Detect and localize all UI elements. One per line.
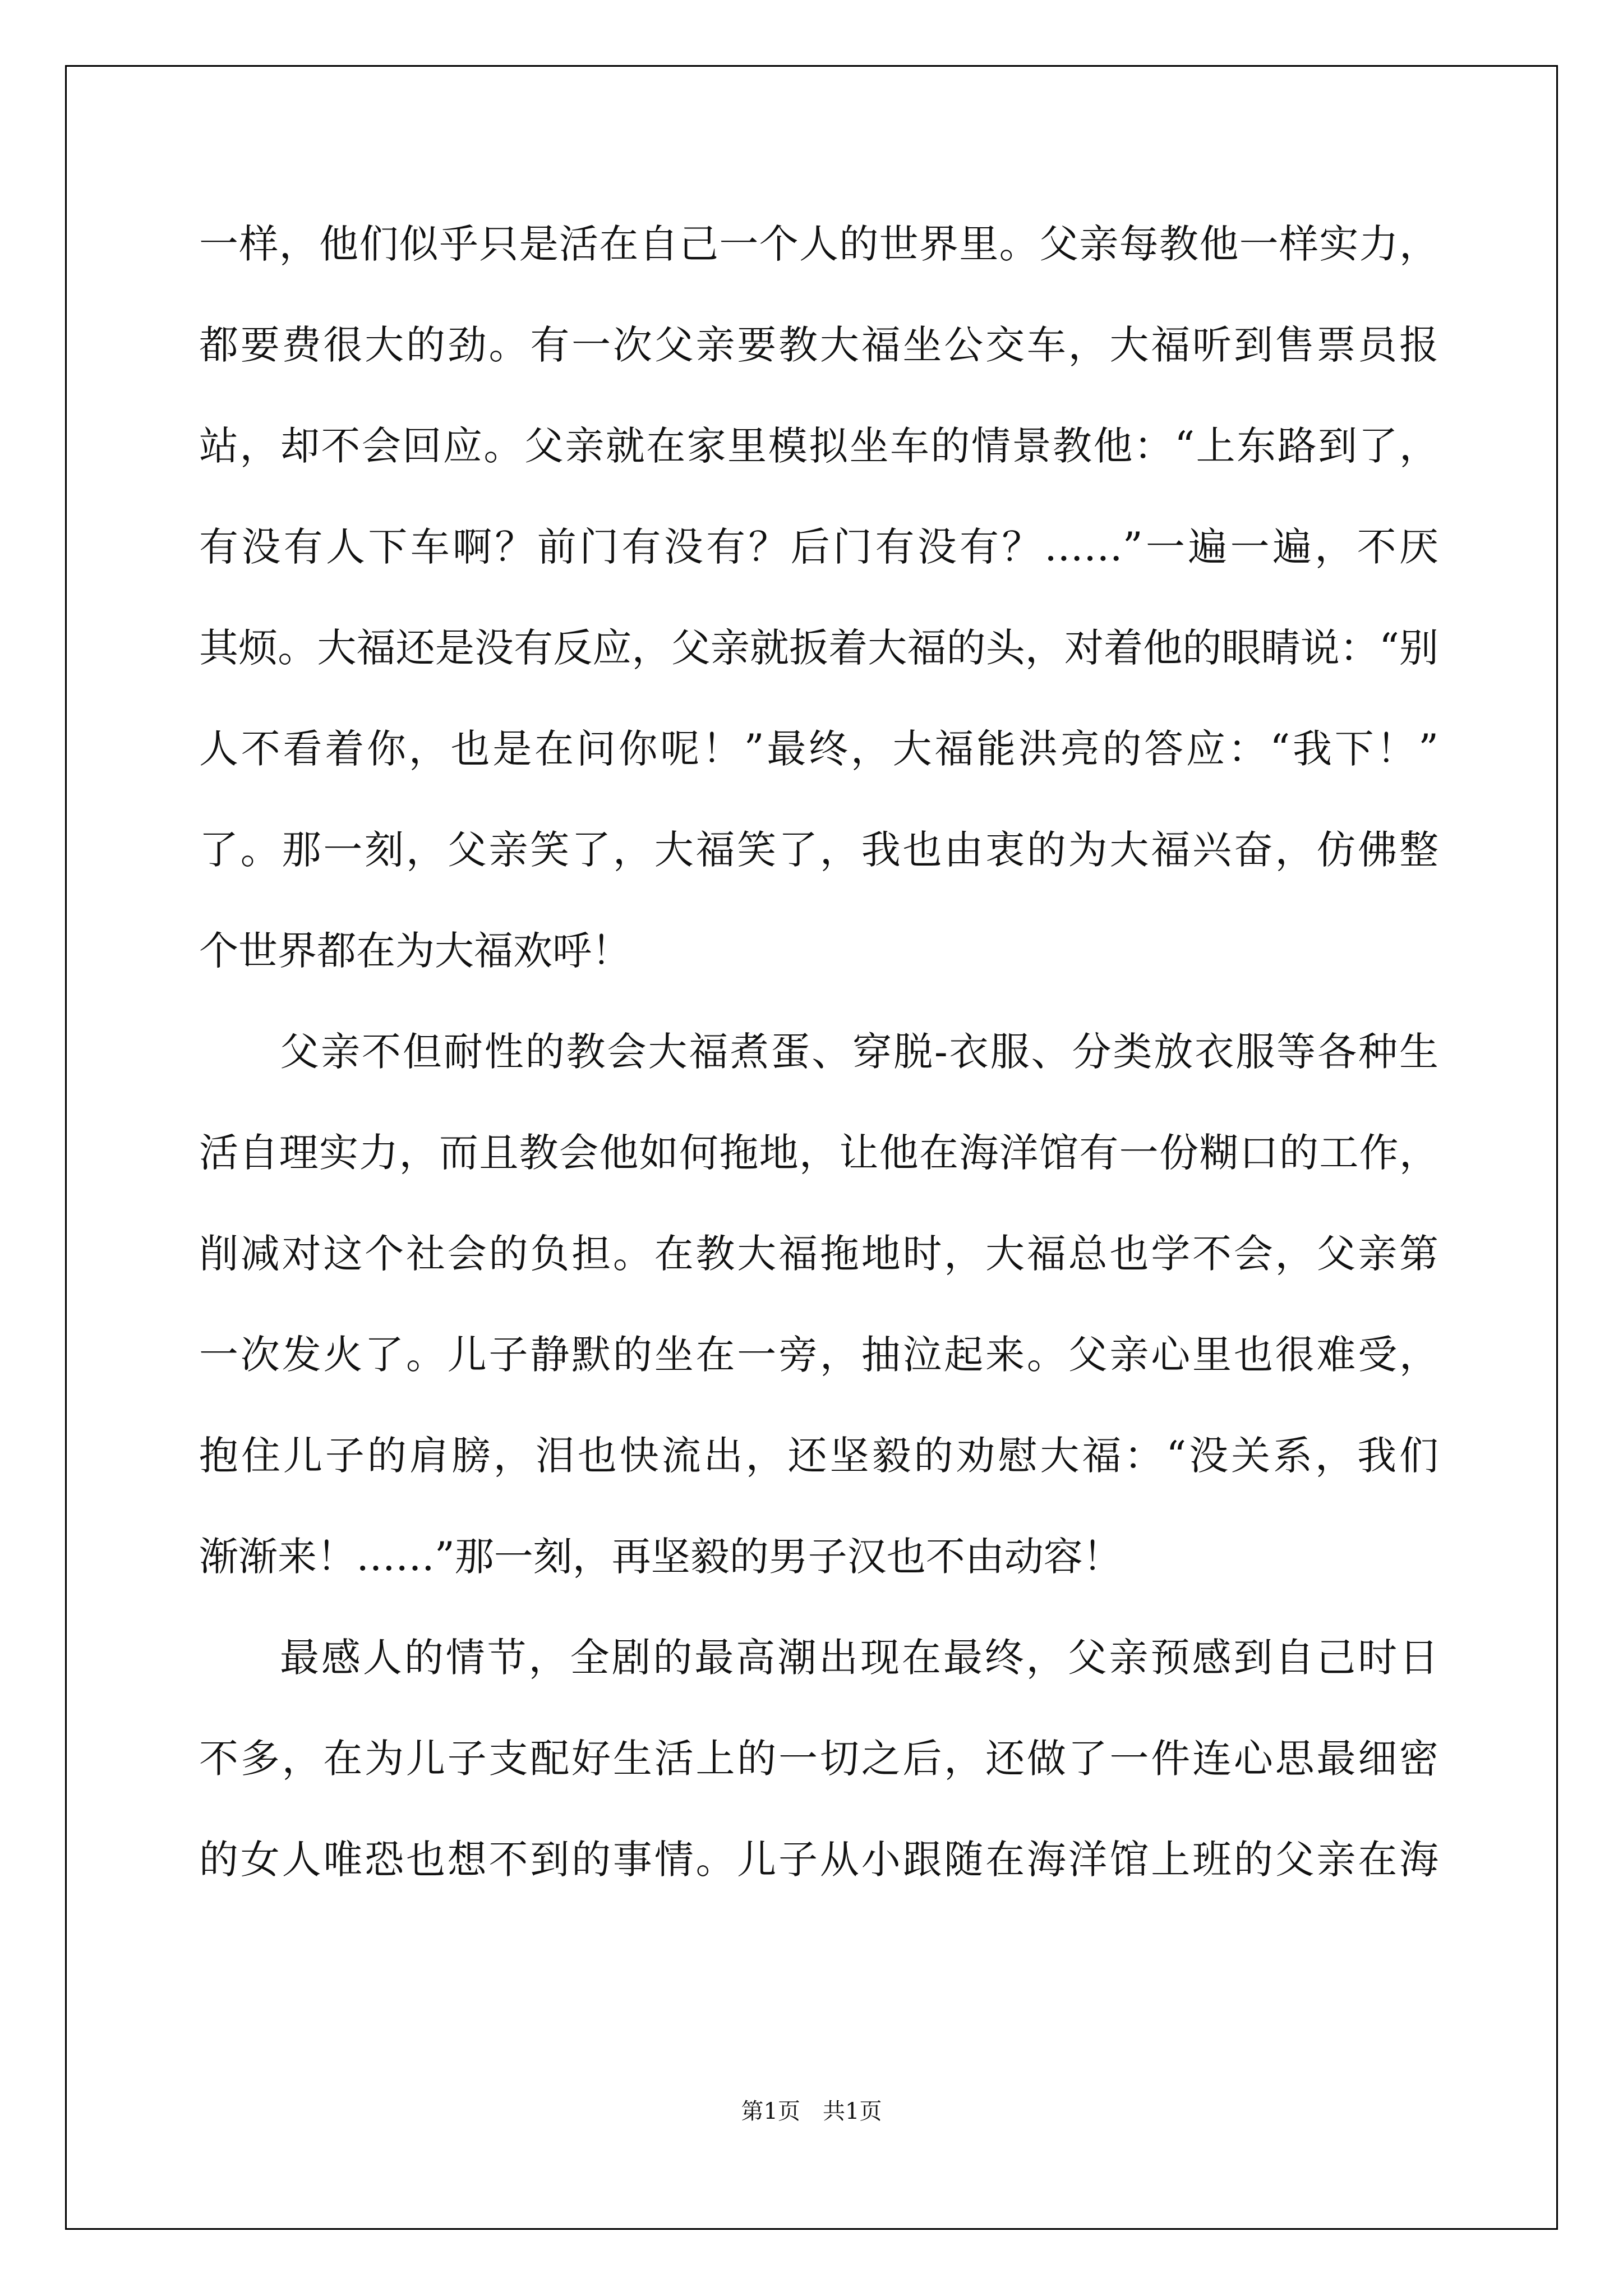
- text-line: 不多，在为儿子支配好生活上的一切之后，还做了一件连心思最细密: [199, 1736, 1438, 1782]
- text-line: 有没有人下车啊？前门有没有？后门有没有？……”一遍一遍，不厌: [199, 524, 1438, 570]
- text-line: 一次发火了。儿子静默的坐在一旁，抽泣起来。父亲心里也很难受，: [199, 1332, 1438, 1378]
- text-line: 人不看着你，也是在问你呢！”最终，大福能洪亮的答应：“我下！”: [199, 726, 1438, 772]
- text-line: 抱住儿子的肩膀，泪也快流出，还坚毅的劝慰大福：“没关系，我们: [199, 1433, 1438, 1479]
- text-line: 活自理实力，而且教会他如何拖地，让他在海洋馆有一份糊口的工作，: [199, 1130, 1438, 1176]
- text-line: 的女人唯恐也想不到的事情。儿子从小跟随在海洋馆上班的父亲在海: [199, 1837, 1438, 1883]
- text-line: 了。那一刻，父亲笑了，大福笑了，我也由衷的为大福兴奋，仿佛整: [199, 827, 1438, 873]
- paragraph-first-line: 父亲不但耐性的教会大福煮蛋、穿脱-衣服、分类放衣服等各种生: [280, 1029, 1438, 1075]
- text-line: 个世界都在为大福欢呼！: [199, 928, 631, 974]
- document-body: [199, 194, 1438, 1910]
- paragraph-first-line: 最感人的情节，全剧的最高潮出现在最终，父亲预感到自己时日: [280, 1635, 1438, 1681]
- text-line: 站，却不会回应。父亲就在家里模拟坐车的情景教他：“上东路到了，: [199, 423, 1438, 469]
- text-line: 渐渐来！……”那一刻，再坚毅的男子汉也不由动容！: [199, 1534, 1122, 1580]
- text-line: 其烦。大福还是没有反应，父亲就扳着大福的头，对着他的眼睛说：“别: [199, 625, 1438, 671]
- page-number-footer: 第1页 共1页: [741, 2099, 882, 2124]
- text-line: 削减对这个社会的负担。在教大福拖地时，大福总也学不会，父亲第: [199, 1231, 1438, 1277]
- text-line: 都要费很大的劲。有一次父亲要教大福坐公交车，大福听到售票员报: [199, 322, 1438, 368]
- text-line: 一样，他们似乎只是活在自己一个人的世界里。父亲每教他一样实力，: [199, 221, 1438, 267]
